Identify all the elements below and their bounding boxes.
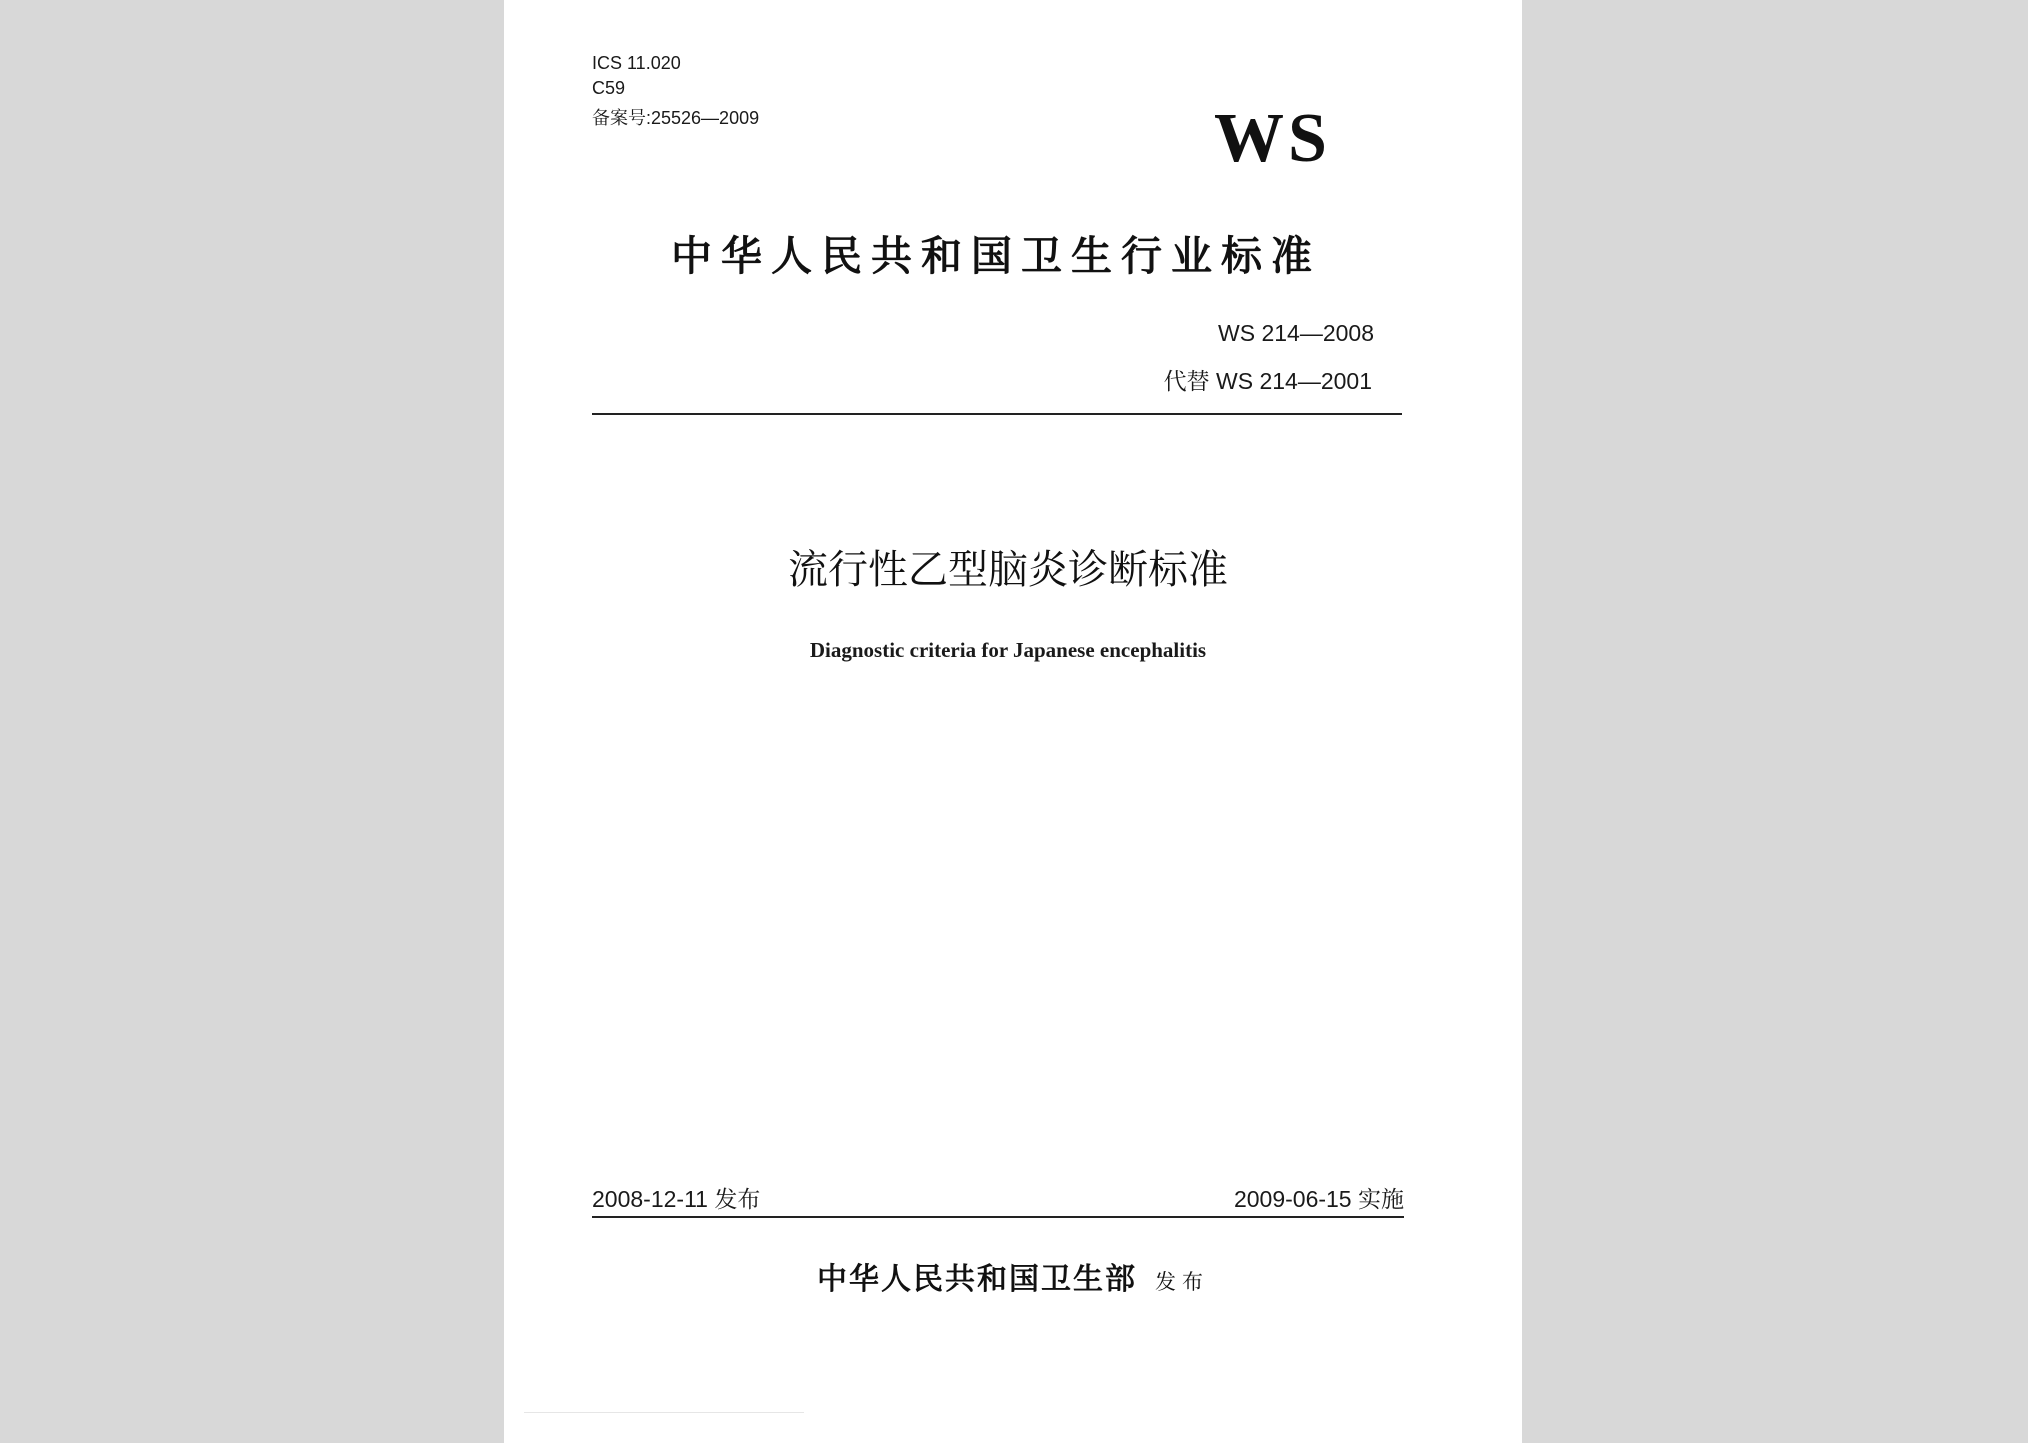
standard-number: WS 214—2008 <box>1218 320 1374 346</box>
document-page <box>504 0 1522 1443</box>
replaces-standard: 代替 WS 214—2001 <box>1163 368 1372 394</box>
scan-artifact-line <box>524 1412 804 1413</box>
issuer-line <box>504 1262 1522 1297</box>
record-number: 备案号:25526—2009 <box>592 108 760 128</box>
document-title-english: Diagnostic criteria for Japanese encephalitis <box>809 638 1207 662</box>
ics-code: ICS 11.020 <box>592 53 681 73</box>
classification-code: C59 <box>592 78 626 98</box>
standard-title: 中华人民共和国卫生行业标准 <box>671 232 1321 280</box>
issue-date: 2008-12-11 发布 <box>592 1186 761 1212</box>
document-title-chinese: 流行性乙型脑炎诊断标准 <box>788 547 1228 593</box>
issuer-name: 中华人民共和国卫生部 <box>817 1262 1137 1297</box>
issuer-action: 发布 <box>1155 1270 1209 1294</box>
top-divider <box>592 413 1402 415</box>
bottom-divider <box>592 1216 1404 1218</box>
ws-logo: WS <box>1214 100 1331 177</box>
effective-date: 2009-06-15 实施 <box>1233 1186 1404 1212</box>
